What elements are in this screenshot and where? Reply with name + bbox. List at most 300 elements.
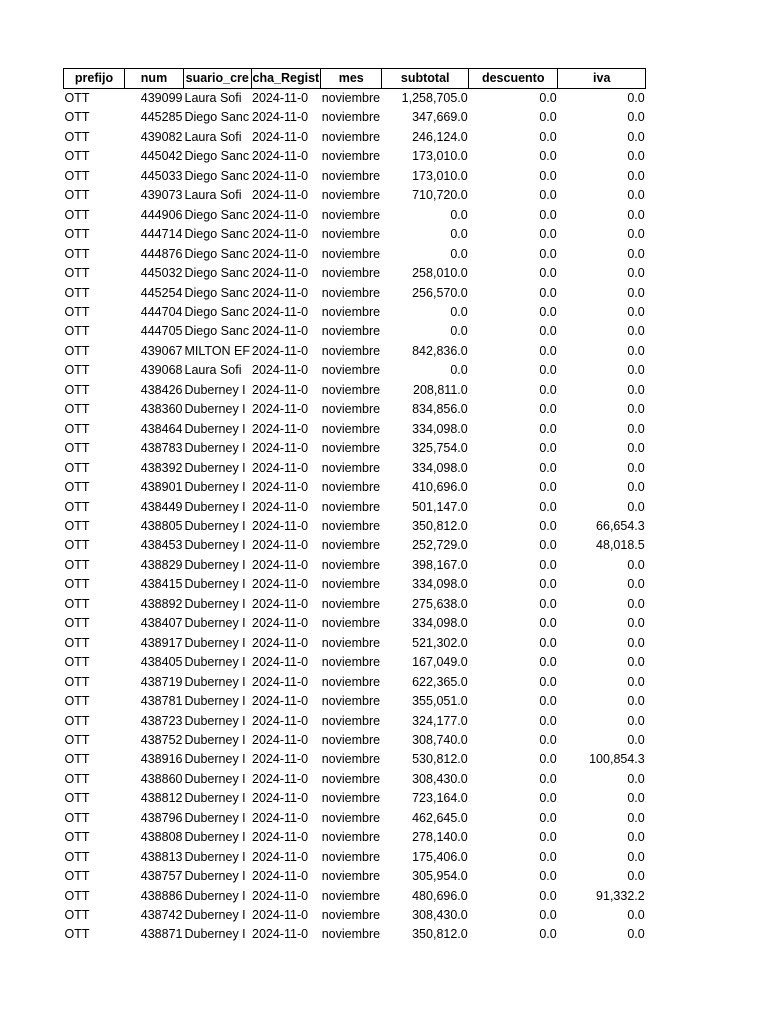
iva-cell[interactable]: 0.0 <box>627 343 645 358</box>
descuento-cell[interactable]: 0.0 <box>539 266 557 281</box>
descuento-cell[interactable]: 0.0 <box>539 460 557 475</box>
descuento-cell[interactable]: 0.0 <box>539 771 557 786</box>
iva-cell[interactable]: 0.0 <box>627 694 645 709</box>
usuario-cell[interactable]: Duberney I <box>184 927 246 942</box>
fecha-cell[interactable]: 2024-11-0 <box>252 499 309 514</box>
fecha-cell[interactable]: 2024-11-0 <box>252 810 309 825</box>
num-cell[interactable]: 439067 <box>140 343 183 358</box>
num-cell[interactable]: 438860 <box>140 771 183 786</box>
mes-cell[interactable]: noviembre <box>321 460 381 475</box>
subtotal-cell[interactable]: 0.0 <box>450 227 468 242</box>
iva-cell[interactable]: 0.0 <box>627 402 645 417</box>
num-cell[interactable]: 444906 <box>140 207 183 222</box>
descuento-cell[interactable]: 0.0 <box>539 888 557 903</box>
subtotal-cell[interactable]: 0.0 <box>450 304 468 319</box>
usuario-cell[interactable]: Duberney I <box>184 518 246 533</box>
num-cell[interactable]: 439099 <box>140 91 183 105</box>
subtotal-cell[interactable]: 0.0 <box>450 324 468 339</box>
fecha-cell[interactable]: 2024-11-0 <box>252 304 309 319</box>
prefijo-cell[interactable]: OTT <box>64 168 90 183</box>
prefijo-cell[interactable]: OTT <box>64 752 90 767</box>
subtotal-cell[interactable]: 334,098.0 <box>412 421 468 436</box>
iva-cell[interactable]: 0.0 <box>627 188 645 203</box>
fecha-cell[interactable]: 2024-11-0 <box>252 227 309 242</box>
prefijo-cell[interactable]: OTT <box>64 655 90 670</box>
fecha-cell[interactable]: 2024-11-0 <box>252 888 309 903</box>
iva-cell[interactable]: 0.0 <box>627 596 645 611</box>
descuento-cell[interactable]: 0.0 <box>539 830 557 845</box>
iva-cell[interactable]: 0.0 <box>627 207 645 222</box>
mes-cell[interactable]: noviembre <box>321 635 381 650</box>
subtotal-cell[interactable]: 173,010.0 <box>412 149 468 164</box>
usuario-cell[interactable]: Duberney I <box>184 888 246 903</box>
descuento-cell[interactable]: 0.0 <box>539 168 557 183</box>
usuario-cell[interactable]: Duberney I <box>184 577 246 592</box>
prefijo-cell[interactable]: OTT <box>64 382 90 397</box>
descuento-cell[interactable]: 0.0 <box>539 91 557 105</box>
subtotal-cell[interactable]: 462,645.0 <box>412 810 468 825</box>
iva-cell[interactable]: 0.0 <box>627 927 645 942</box>
prefijo-cell[interactable]: OTT <box>64 713 90 728</box>
iva-cell[interactable]: 0.0 <box>627 791 645 806</box>
mes-cell[interactable]: noviembre <box>321 207 381 222</box>
descuento-cell[interactable]: 0.0 <box>539 324 557 339</box>
usuario-cell[interactable]: Duberney I <box>184 869 246 884</box>
num-cell[interactable]: 445042 <box>140 149 183 164</box>
usuario-cell[interactable]: Duberney I <box>184 752 246 767</box>
mes-cell[interactable]: noviembre <box>321 577 381 592</box>
descuento-cell[interactable]: 0.0 <box>539 908 557 923</box>
fecha-cell[interactable]: 2024-11-0 <box>252 674 309 689</box>
num-cell[interactable]: 438808 <box>140 830 183 845</box>
fecha-cell[interactable]: 2024-11-0 <box>252 616 309 631</box>
fecha-cell[interactable]: 2024-11-0 <box>252 207 309 222</box>
mes-cell[interactable]: noviembre <box>321 188 381 203</box>
num-cell[interactable]: 439073 <box>140 188 183 203</box>
mes-cell[interactable]: noviembre <box>321 927 381 942</box>
iva-cell[interactable]: 0.0 <box>627 849 645 864</box>
fecha-cell[interactable]: 2024-11-0 <box>252 694 309 709</box>
iva-cell[interactable]: 0.0 <box>627 304 645 319</box>
usuario-cell[interactable]: Laura Sofi <box>184 91 242 105</box>
subtotal-cell[interactable]: 622,365.0 <box>412 674 468 689</box>
usuario-cell[interactable]: Diego Sanc <box>184 168 250 183</box>
iva-cell[interactable]: 66,654.3 <box>596 518 645 533</box>
iva-cell[interactable]: 0.0 <box>627 810 645 825</box>
subtotal-cell[interactable]: 278,140.0 <box>412 830 468 845</box>
iva-cell[interactable]: 0.0 <box>627 557 645 572</box>
prefijo-cell[interactable]: OTT <box>64 518 90 533</box>
usuario-cell[interactable]: Laura Sofi <box>184 129 242 144</box>
subtotal-cell[interactable]: 1,258,705.0 <box>401 91 468 105</box>
num-cell[interactable]: 438453 <box>140 538 183 553</box>
num-cell[interactable]: 438719 <box>140 674 183 689</box>
descuento-cell[interactable]: 0.0 <box>539 596 557 611</box>
num-cell[interactable]: 438426 <box>140 382 183 397</box>
fecha-cell[interactable]: 2024-11-0 <box>252 480 309 495</box>
prefijo-cell[interactable]: OTT <box>64 246 90 261</box>
num-cell[interactable]: 439068 <box>140 363 183 378</box>
mes-cell[interactable]: noviembre <box>321 168 381 183</box>
subtotal-cell[interactable]: 325,754.0 <box>412 441 468 456</box>
descuento-cell[interactable]: 0.0 <box>539 694 557 709</box>
subtotal-cell[interactable]: 347,669.0 <box>412 110 468 125</box>
usuario-cell[interactable]: Diego Sanc <box>184 110 250 125</box>
mes-cell[interactable]: noviembre <box>321 752 381 767</box>
fecha-cell[interactable]: 2024-11-0 <box>252 577 309 592</box>
num-cell[interactable]: 438723 <box>140 713 183 728</box>
prefijo-cell[interactable]: OTT <box>64 227 90 242</box>
mes-cell[interactable]: noviembre <box>321 518 381 533</box>
usuario-cell[interactable]: Diego Sanc <box>184 285 250 300</box>
mes-cell[interactable]: noviembre <box>321 791 381 806</box>
mes-cell[interactable]: noviembre <box>321 869 381 884</box>
descuento-cell[interactable]: 0.0 <box>539 732 557 747</box>
usuario-cell[interactable]: Laura Sofi <box>184 363 242 378</box>
descuento-cell[interactable]: 0.0 <box>539 577 557 592</box>
fecha-cell[interactable]: 2024-11-0 <box>252 771 309 786</box>
iva-cell[interactable]: 0.0 <box>627 91 645 105</box>
fecha-cell[interactable]: 2024-11-0 <box>252 246 309 261</box>
fecha-cell[interactable]: 2024-11-0 <box>252 149 309 164</box>
column-header-num[interactable]: num <box>125 69 184 89</box>
usuario-cell[interactable]: Duberney I <box>184 655 246 670</box>
subtotal-cell[interactable]: 0.0 <box>450 363 468 378</box>
num-cell[interactable]: 438449 <box>140 499 183 514</box>
num-cell[interactable]: 438916 <box>140 752 183 767</box>
iva-cell[interactable]: 0.0 <box>627 129 645 144</box>
num-cell[interactable]: 444704 <box>140 304 183 319</box>
iva-cell[interactable]: 0.0 <box>627 577 645 592</box>
usuario-cell[interactable]: Duberney I <box>184 616 246 631</box>
subtotal-cell[interactable]: 501,147.0 <box>412 499 468 514</box>
usuario-cell[interactable]: Duberney I <box>184 694 246 709</box>
subtotal-cell[interactable]: 480,696.0 <box>412 888 468 903</box>
usuario-cell[interactable]: Duberney I <box>184 421 246 436</box>
iva-cell[interactable]: 0.0 <box>627 908 645 923</box>
subtotal-cell[interactable]: 398,167.0 <box>412 557 468 572</box>
fecha-cell[interactable]: 2024-11-0 <box>252 441 309 456</box>
num-cell[interactable]: 445033 <box>140 168 183 183</box>
mes-cell[interactable]: noviembre <box>321 480 381 495</box>
mes-cell[interactable]: noviembre <box>321 285 381 300</box>
subtotal-cell[interactable]: 723,164.0 <box>412 791 468 806</box>
usuario-cell[interactable]: Duberney I <box>184 441 246 456</box>
num-cell[interactable]: 438757 <box>140 869 183 884</box>
num-cell[interactable]: 445285 <box>140 110 183 125</box>
iva-cell[interactable]: 0.0 <box>627 382 645 397</box>
prefijo-cell[interactable]: OTT <box>64 927 90 942</box>
fecha-cell[interactable]: 2024-11-0 <box>252 460 309 475</box>
descuento-cell[interactable]: 0.0 <box>539 188 557 203</box>
num-cell[interactable]: 438360 <box>140 402 183 417</box>
iva-cell[interactable]: 0.0 <box>627 168 645 183</box>
num-cell[interactable]: 438886 <box>140 888 183 903</box>
descuento-cell[interactable]: 0.0 <box>539 674 557 689</box>
prefijo-cell[interactable]: OTT <box>64 674 90 689</box>
usuario-cell[interactable]: Duberney I <box>184 849 246 864</box>
usuario-cell[interactable]: Duberney I <box>184 538 246 553</box>
subtotal-cell[interactable]: 258,010.0 <box>412 266 468 281</box>
num-cell[interactable]: 438464 <box>140 421 183 436</box>
subtotal-cell[interactable]: 167,049.0 <box>412 655 468 670</box>
mes-cell[interactable]: noviembre <box>321 771 381 786</box>
fecha-cell[interactable]: 2024-11-0 <box>252 324 309 339</box>
descuento-cell[interactable]: 0.0 <box>539 382 557 397</box>
subtotal-cell[interactable]: 842,836.0 <box>412 343 468 358</box>
num-cell[interactable]: 445254 <box>140 285 183 300</box>
subtotal-cell[interactable]: 305,954.0 <box>412 869 468 884</box>
iva-cell[interactable]: 0.0 <box>627 869 645 884</box>
prefijo-cell[interactable]: OTT <box>64 908 90 923</box>
fecha-cell[interactable]: 2024-11-0 <box>252 285 309 300</box>
iva-cell[interactable]: 0.0 <box>627 421 645 436</box>
prefijo-cell[interactable]: OTT <box>64 888 90 903</box>
subtotal-cell[interactable]: 173,010.0 <box>412 168 468 183</box>
descuento-cell[interactable]: 0.0 <box>539 810 557 825</box>
usuario-cell[interactable]: MILTON EF <box>184 343 251 358</box>
prefijo-cell[interactable]: OTT <box>64 810 90 825</box>
fecha-cell[interactable]: 2024-11-0 <box>252 538 309 553</box>
num-cell[interactable]: 438829 <box>140 557 183 572</box>
mes-cell[interactable]: noviembre <box>321 616 381 631</box>
column-header-usuario[interactable]: suario_cre <box>184 69 252 89</box>
subtotal-cell[interactable]: 208,811.0 <box>413 382 468 397</box>
usuario-cell[interactable]: Duberney I <box>184 480 246 495</box>
mes-cell[interactable]: noviembre <box>321 343 381 358</box>
descuento-cell[interactable]: 0.0 <box>539 110 557 125</box>
prefijo-cell[interactable]: OTT <box>64 110 90 125</box>
iva-cell[interactable]: 0.0 <box>627 324 645 339</box>
prefijo-cell[interactable]: OTT <box>64 207 90 222</box>
prefijo-cell[interactable]: OTT <box>64 421 90 436</box>
mes-cell[interactable]: noviembre <box>321 227 381 242</box>
subtotal-cell[interactable]: 350,812.0 <box>412 927 468 942</box>
mes-cell[interactable]: noviembre <box>321 441 381 456</box>
mes-cell[interactable]: noviembre <box>321 732 381 747</box>
num-cell[interactable]: 438781 <box>140 694 183 709</box>
fecha-cell[interactable]: 2024-11-0 <box>252 849 309 864</box>
usuario-cell[interactable]: Duberney I <box>184 635 246 650</box>
fecha-cell[interactable]: 2024-11-0 <box>252 402 309 417</box>
iva-cell[interactable]: 0.0 <box>627 674 645 689</box>
subtotal-cell[interactable]: 350,812.0 <box>412 518 468 533</box>
descuento-cell[interactable]: 0.0 <box>539 149 557 164</box>
column-header-iva[interactable]: iva <box>558 69 646 89</box>
usuario-cell[interactable]: Duberney I <box>184 713 246 728</box>
mes-cell[interactable]: noviembre <box>321 888 381 903</box>
iva-cell[interactable]: 0.0 <box>627 480 645 495</box>
fecha-cell[interactable]: 2024-11-0 <box>252 266 309 281</box>
descuento-cell[interactable]: 0.0 <box>539 538 557 553</box>
iva-cell[interactable]: 0.0 <box>627 830 645 845</box>
column-header-fecha[interactable]: cha_Regist <box>251 69 321 89</box>
mes-cell[interactable]: noviembre <box>321 810 381 825</box>
usuario-cell[interactable]: Duberney I <box>184 810 246 825</box>
subtotal-cell[interactable]: 252,729.0 <box>412 538 468 553</box>
mes-cell[interactable]: noviembre <box>321 713 381 728</box>
mes-cell[interactable]: noviembre <box>321 655 381 670</box>
usuario-cell[interactable]: Diego Sanc <box>184 304 250 319</box>
subtotal-cell[interactable]: 334,098.0 <box>412 460 468 475</box>
iva-cell[interactable]: 0.0 <box>627 149 645 164</box>
usuario-cell[interactable]: Duberney I <box>184 908 246 923</box>
descuento-cell[interactable]: 0.0 <box>539 246 557 261</box>
iva-cell[interactable]: 91,332.2 <box>596 888 645 903</box>
usuario-cell[interactable]: Duberney I <box>184 732 246 747</box>
num-cell[interactable]: 438415 <box>140 577 183 592</box>
prefijo-cell[interactable]: OTT <box>64 499 90 514</box>
fecha-cell[interactable]: 2024-11-0 <box>252 421 309 436</box>
usuario-cell[interactable]: Diego Sanc <box>184 246 250 261</box>
iva-cell[interactable]: 0.0 <box>627 110 645 125</box>
iva-cell[interactable]: 0.0 <box>627 713 645 728</box>
mes-cell[interactable]: noviembre <box>321 363 381 378</box>
fecha-cell[interactable]: 2024-11-0 <box>252 382 309 397</box>
mes-cell[interactable]: noviembre <box>321 830 381 845</box>
fecha-cell[interactable]: 2024-11-0 <box>252 732 309 747</box>
prefijo-cell[interactable]: OTT <box>64 324 90 339</box>
prefijo-cell[interactable]: OTT <box>64 771 90 786</box>
mes-cell[interactable]: noviembre <box>321 246 381 261</box>
descuento-cell[interactable]: 0.0 <box>539 402 557 417</box>
subtotal-cell[interactable]: 710,720.0 <box>412 188 468 203</box>
prefijo-cell[interactable]: OTT <box>64 791 90 806</box>
usuario-cell[interactable]: Duberney I <box>184 557 246 572</box>
fecha-cell[interactable]: 2024-11-0 <box>252 830 309 845</box>
descuento-cell[interactable]: 0.0 <box>539 207 557 222</box>
iva-cell[interactable]: 0.0 <box>627 655 645 670</box>
iva-cell[interactable]: 48,018.5 <box>596 538 645 553</box>
iva-cell[interactable]: 0.0 <box>627 285 645 300</box>
usuario-cell[interactable]: Laura Sofi <box>184 188 242 203</box>
fecha-cell[interactable]: 2024-11-0 <box>252 869 309 884</box>
iva-cell[interactable]: 0.0 <box>627 771 645 786</box>
subtotal-cell[interactable]: 521,302.0 <box>412 635 468 650</box>
prefijo-cell[interactable]: OTT <box>64 343 90 358</box>
num-cell[interactable]: 438392 <box>140 460 183 475</box>
num-cell[interactable]: 438871 <box>140 927 183 942</box>
subtotal-cell[interactable]: 275,638.0 <box>412 596 468 611</box>
mes-cell[interactable]: noviembre <box>321 402 381 417</box>
iva-cell[interactable]: 0.0 <box>627 363 645 378</box>
fecha-cell[interactable]: 2024-11-0 <box>252 791 309 806</box>
subtotal-cell[interactable]: 334,098.0 <box>412 577 468 592</box>
iva-cell[interactable]: 0.0 <box>627 460 645 475</box>
prefijo-cell[interactable]: OTT <box>64 266 90 281</box>
prefijo-cell[interactable]: OTT <box>64 849 90 864</box>
num-cell[interactable]: 438783 <box>140 441 183 456</box>
mes-cell[interactable]: noviembre <box>321 499 381 514</box>
iva-cell[interactable]: 0.0 <box>627 499 645 514</box>
subtotal-cell[interactable]: 256,570.0 <box>412 285 468 300</box>
fecha-cell[interactable]: 2024-11-0 <box>252 518 309 533</box>
descuento-cell[interactable]: 0.0 <box>539 421 557 436</box>
subtotal-cell[interactable]: 308,430.0 <box>412 908 468 923</box>
usuario-cell[interactable]: Duberney I <box>184 791 246 806</box>
prefijo-cell[interactable]: OTT <box>64 635 90 650</box>
fecha-cell[interactable]: 2024-11-0 <box>252 596 309 611</box>
prefijo-cell[interactable]: OTT <box>64 577 90 592</box>
mes-cell[interactable]: noviembre <box>321 849 381 864</box>
prefijo-cell[interactable]: OTT <box>64 557 90 572</box>
subtotal-cell[interactable]: 355,051.0 <box>412 694 468 709</box>
prefijo-cell[interactable]: OTT <box>64 285 90 300</box>
num-cell[interactable]: 438805 <box>140 518 183 533</box>
iva-cell[interactable]: 0.0 <box>627 266 645 281</box>
descuento-cell[interactable]: 0.0 <box>539 713 557 728</box>
num-cell[interactable]: 438901 <box>140 480 183 495</box>
prefijo-cell[interactable]: OTT <box>64 616 90 631</box>
prefijo-cell[interactable]: OTT <box>64 129 90 144</box>
descuento-cell[interactable]: 0.0 <box>539 480 557 495</box>
num-cell[interactable]: 438796 <box>140 810 183 825</box>
subtotal-cell[interactable]: 530,812.0 <box>412 752 468 767</box>
fecha-cell[interactable]: 2024-11-0 <box>252 655 309 670</box>
iva-cell[interactable]: 0.0 <box>627 441 645 456</box>
fecha-cell[interactable]: 2024-11-0 <box>252 110 309 125</box>
descuento-cell[interactable]: 0.0 <box>539 343 557 358</box>
descuento-cell[interactable]: 0.0 <box>539 635 557 650</box>
prefijo-cell[interactable]: OTT <box>64 480 90 495</box>
fecha-cell[interactable]: 2024-11-0 <box>252 713 309 728</box>
usuario-cell[interactable]: Diego Sanc <box>184 149 250 164</box>
subtotal-cell[interactable]: 246,124.0 <box>412 129 468 144</box>
mes-cell[interactable]: noviembre <box>321 324 381 339</box>
descuento-cell[interactable]: 0.0 <box>539 304 557 319</box>
prefijo-cell[interactable]: OTT <box>64 830 90 845</box>
mes-cell[interactable]: noviembre <box>321 674 381 689</box>
descuento-cell[interactable]: 0.0 <box>539 363 557 378</box>
fecha-cell[interactable]: 2024-11-0 <box>252 91 309 105</box>
usuario-cell[interactable]: Duberney I <box>184 830 246 845</box>
usuario-cell[interactable]: Diego Sanc <box>184 207 250 222</box>
iva-cell[interactable]: 0.0 <box>627 635 645 650</box>
usuario-cell[interactable]: Duberney I <box>184 499 246 514</box>
descuento-cell[interactable]: 0.0 <box>539 227 557 242</box>
descuento-cell[interactable]: 0.0 <box>539 927 557 942</box>
fecha-cell[interactable]: 2024-11-0 <box>252 752 309 767</box>
subtotal-cell[interactable]: 324,177.0 <box>412 713 468 728</box>
usuario-cell[interactable]: Diego Sanc <box>184 324 250 339</box>
subtotal-cell[interactable]: 308,740.0 <box>412 732 468 747</box>
prefijo-cell[interactable]: OTT <box>64 441 90 456</box>
num-cell[interactable]: 438407 <box>140 616 183 631</box>
prefijo-cell[interactable]: OTT <box>64 149 90 164</box>
descuento-cell[interactable]: 0.0 <box>539 655 557 670</box>
mes-cell[interactable]: noviembre <box>321 421 381 436</box>
num-cell[interactable]: 444876 <box>140 246 183 261</box>
mes-cell[interactable]: noviembre <box>321 149 381 164</box>
descuento-cell[interactable]: 0.0 <box>539 441 557 456</box>
num-cell[interactable]: 438812 <box>140 791 183 806</box>
num-cell[interactable]: 438752 <box>140 732 183 747</box>
subtotal-cell[interactable]: 175,406.0 <box>412 849 468 864</box>
prefijo-cell[interactable]: OTT <box>64 460 90 475</box>
descuento-cell[interactable]: 0.0 <box>539 616 557 631</box>
fecha-cell[interactable]: 2024-11-0 <box>252 908 309 923</box>
subtotal-cell[interactable]: 834,856.0 <box>412 402 468 417</box>
prefijo-cell[interactable]: OTT <box>64 732 90 747</box>
mes-cell[interactable]: noviembre <box>321 91 381 105</box>
descuento-cell[interactable]: 0.0 <box>539 518 557 533</box>
prefijo-cell[interactable]: OTT <box>64 188 90 203</box>
column-header-subtotal[interactable]: subtotal <box>382 69 469 89</box>
prefijo-cell[interactable]: OTT <box>64 402 90 417</box>
fecha-cell[interactable]: 2024-11-0 <box>252 129 309 144</box>
usuario-cell[interactable]: Diego Sanc <box>184 266 250 281</box>
mes-cell[interactable]: noviembre <box>321 557 381 572</box>
